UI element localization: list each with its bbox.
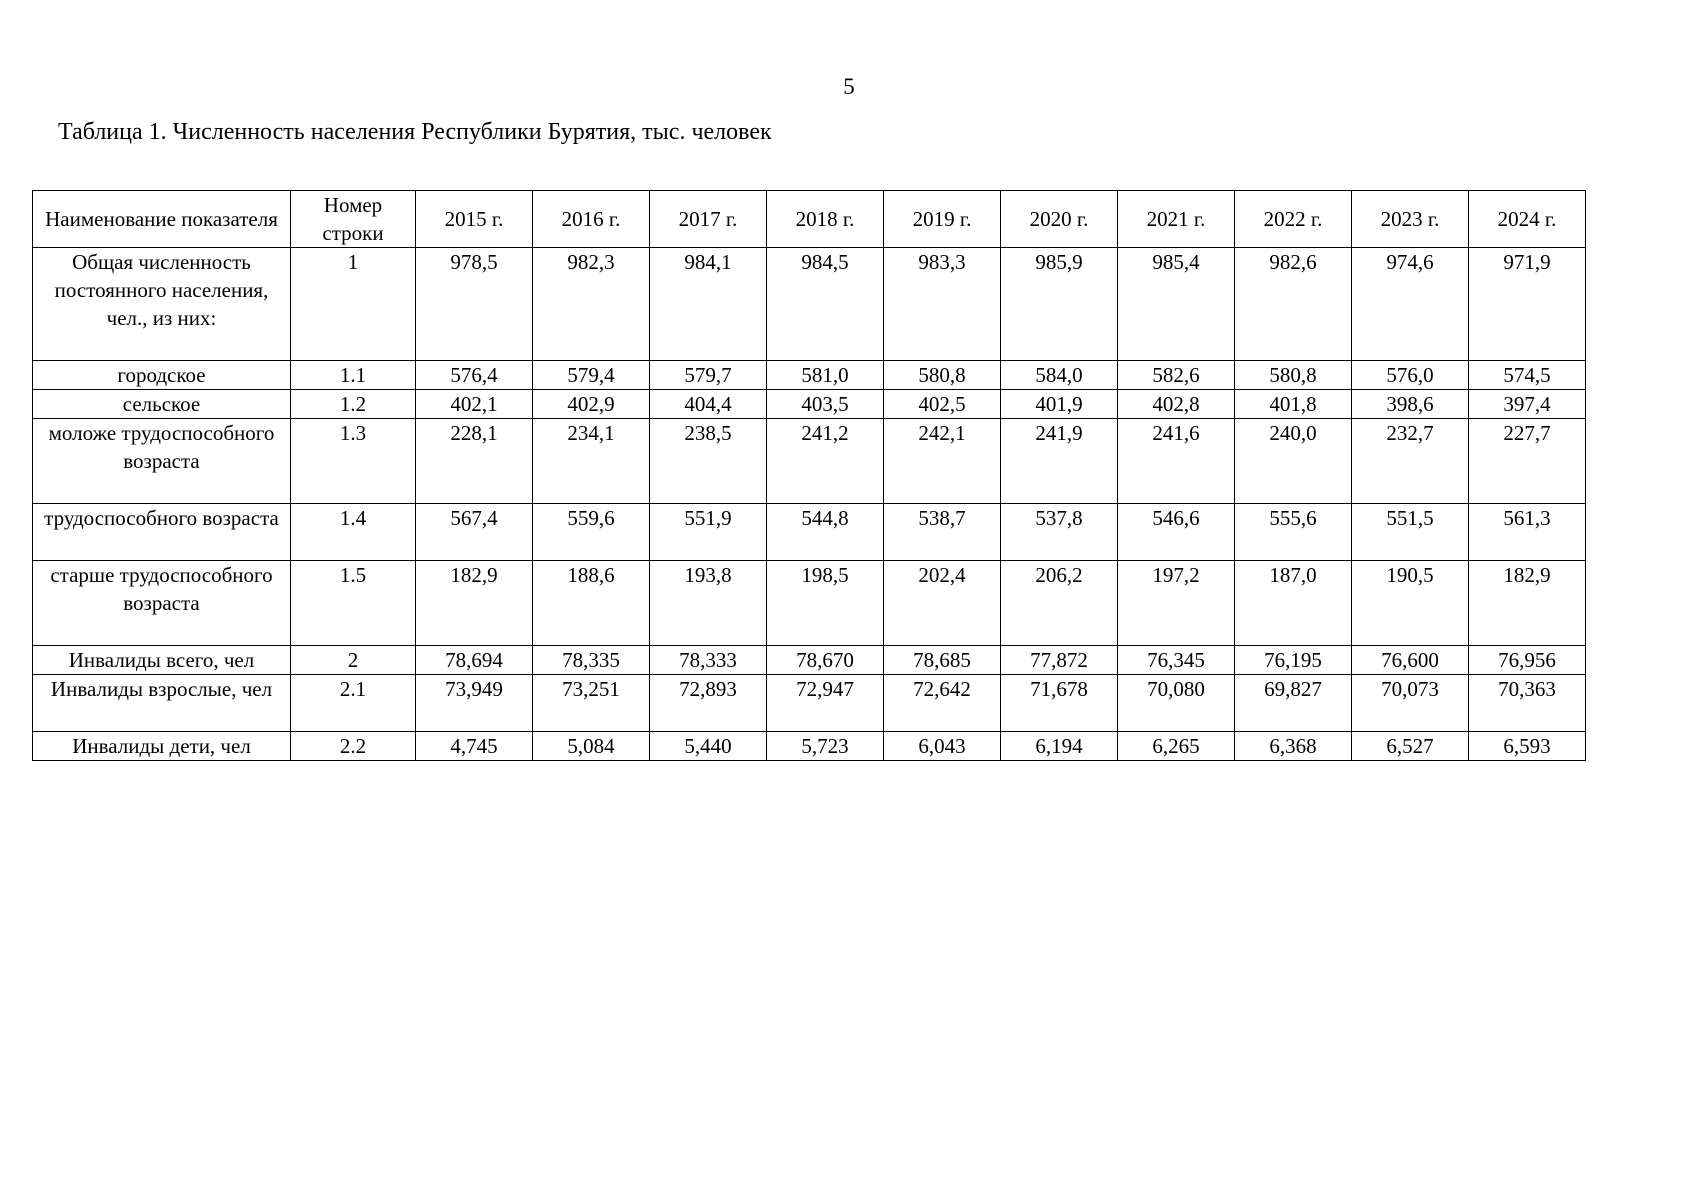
value-cell: 580,8 — [1235, 361, 1352, 390]
value-cell: 582,6 — [1118, 361, 1235, 390]
value-cell: 228,1 — [416, 419, 533, 504]
value-cell: 982,3 — [533, 248, 650, 361]
value-cell: 402,5 — [884, 390, 1001, 419]
value-cell: 984,5 — [767, 248, 884, 361]
value-cell: 234,1 — [533, 419, 650, 504]
value-cell: 76,600 — [1352, 646, 1469, 675]
value-cell: 188,6 — [533, 561, 650, 646]
value-cell: 538,7 — [884, 504, 1001, 561]
header-year: 2016 г. — [533, 191, 650, 248]
header-row-number: Номер строки — [291, 191, 416, 248]
value-cell: 78,685 — [884, 646, 1001, 675]
value-cell: 537,8 — [1001, 504, 1118, 561]
value-cell: 197,2 — [1118, 561, 1235, 646]
value-cell: 6,265 — [1118, 732, 1235, 761]
row-name: сельское — [33, 390, 291, 419]
value-cell: 78,333 — [650, 646, 767, 675]
header-year: 2024 г. — [1469, 191, 1586, 248]
value-cell: 206,2 — [1001, 561, 1118, 646]
row-number: 2.2 — [291, 732, 416, 761]
value-cell: 71,678 — [1001, 675, 1118, 732]
value-cell: 551,9 — [650, 504, 767, 561]
value-cell: 72,642 — [884, 675, 1001, 732]
value-cell: 4,745 — [416, 732, 533, 761]
value-cell: 984,1 — [650, 248, 767, 361]
value-cell: 402,1 — [416, 390, 533, 419]
value-cell: 559,6 — [533, 504, 650, 561]
header-row — [33, 191, 1586, 248]
value-cell: 971,9 — [1469, 248, 1586, 361]
value-cell: 576,4 — [416, 361, 533, 390]
value-cell: 5,440 — [650, 732, 767, 761]
value-cell: 6,527 — [1352, 732, 1469, 761]
value-cell: 241,6 — [1118, 419, 1235, 504]
value-cell: 6,194 — [1001, 732, 1118, 761]
value-cell: 77,872 — [1001, 646, 1118, 675]
value-cell: 227,7 — [1469, 419, 1586, 504]
value-cell: 78,694 — [416, 646, 533, 675]
header-year: 2017 г. — [650, 191, 767, 248]
value-cell: 402,9 — [533, 390, 650, 419]
row-number: 1.1 — [291, 361, 416, 390]
row-name: Инвалиды дети, чел — [33, 732, 291, 761]
value-cell: 404,4 — [650, 390, 767, 419]
value-cell: 198,5 — [767, 561, 884, 646]
value-cell: 72,893 — [650, 675, 767, 732]
value-cell: 6,593 — [1469, 732, 1586, 761]
value-cell: 579,4 — [533, 361, 650, 390]
value-cell: 584,0 — [1001, 361, 1118, 390]
table-row — [33, 390, 1586, 419]
row-number: 1.5 — [291, 561, 416, 646]
value-cell: 403,5 — [767, 390, 884, 419]
header-year: 2018 г. — [767, 191, 884, 248]
row-name: городское — [33, 361, 291, 390]
header-year: 2015 г. — [416, 191, 533, 248]
table-caption: Таблица 1. Численность населения Республики Бурятия, тыс. человек — [58, 119, 772, 145]
value-cell: 72,947 — [767, 675, 884, 732]
value-cell: 401,9 — [1001, 390, 1118, 419]
row-number: 1.2 — [291, 390, 416, 419]
value-cell: 182,9 — [416, 561, 533, 646]
value-cell: 561,3 — [1469, 504, 1586, 561]
value-cell: 402,8 — [1118, 390, 1235, 419]
value-cell: 202,4 — [884, 561, 1001, 646]
table-row — [33, 248, 1586, 361]
value-cell: 5,084 — [533, 732, 650, 761]
value-cell: 580,8 — [884, 361, 1001, 390]
table-row — [33, 675, 1586, 732]
population-table — [32, 190, 1586, 761]
row-name: Общая численность постоянного населения, чел., из них: — [33, 248, 291, 361]
value-cell: 546,6 — [1118, 504, 1235, 561]
value-cell: 985,4 — [1118, 248, 1235, 361]
value-cell: 398,6 — [1352, 390, 1469, 419]
value-cell: 70,363 — [1469, 675, 1586, 732]
row-number: 2.1 — [291, 675, 416, 732]
value-cell: 242,1 — [884, 419, 1001, 504]
value-cell: 574,5 — [1469, 361, 1586, 390]
value-cell: 978,5 — [416, 248, 533, 361]
value-cell: 232,7 — [1352, 419, 1469, 504]
header-year: 2021 г. — [1118, 191, 1235, 248]
value-cell: 76,956 — [1469, 646, 1586, 675]
row-name: Инвалиды всего, чел — [33, 646, 291, 675]
row-name: старше трудоспособного возраста — [33, 561, 291, 646]
value-cell: 78,670 — [767, 646, 884, 675]
row-name: Инвалиды взрослые, чел — [33, 675, 291, 732]
value-cell: 567,4 — [416, 504, 533, 561]
value-cell: 241,2 — [767, 419, 884, 504]
header-year: 2020 г. — [1001, 191, 1118, 248]
value-cell: 182,9 — [1469, 561, 1586, 646]
row-number: 1 — [291, 248, 416, 361]
value-cell: 240,0 — [1235, 419, 1352, 504]
table-row — [33, 504, 1586, 561]
value-cell: 193,8 — [650, 561, 767, 646]
header-year: 2022 г. — [1235, 191, 1352, 248]
value-cell: 982,6 — [1235, 248, 1352, 361]
table-row — [33, 646, 1586, 675]
value-cell: 190,5 — [1352, 561, 1469, 646]
header-year: 2023 г. — [1352, 191, 1469, 248]
table-row — [33, 361, 1586, 390]
value-cell: 576,0 — [1352, 361, 1469, 390]
row-name: моложе трудоспособного возраста — [33, 419, 291, 504]
table-row — [33, 732, 1586, 761]
row-name: трудоспособного возраста — [33, 504, 291, 561]
row-number: 1.3 — [291, 419, 416, 504]
value-cell: 73,251 — [533, 675, 650, 732]
value-cell: 5,723 — [767, 732, 884, 761]
value-cell: 241,9 — [1001, 419, 1118, 504]
value-cell: 6,043 — [884, 732, 1001, 761]
value-cell: 985,9 — [1001, 248, 1118, 361]
value-cell: 974,6 — [1352, 248, 1469, 361]
value-cell: 69,827 — [1235, 675, 1352, 732]
page-number: 5 — [843, 74, 855, 99]
value-cell: 397,4 — [1469, 390, 1586, 419]
value-cell: 401,8 — [1235, 390, 1352, 419]
value-cell: 579,7 — [650, 361, 767, 390]
value-cell: 187,0 — [1235, 561, 1352, 646]
value-cell: 78,335 — [533, 646, 650, 675]
value-cell: 581,0 — [767, 361, 884, 390]
table-row — [33, 419, 1586, 504]
value-cell: 70,080 — [1118, 675, 1235, 732]
row-number: 1.4 — [291, 504, 416, 561]
value-cell: 73,949 — [416, 675, 533, 732]
header-year: 2019 г. — [884, 191, 1001, 248]
value-cell: 76,195 — [1235, 646, 1352, 675]
value-cell: 76,345 — [1118, 646, 1235, 675]
value-cell: 544,8 — [767, 504, 884, 561]
value-cell: 6,368 — [1235, 732, 1352, 761]
value-cell: 555,6 — [1235, 504, 1352, 561]
value-cell: 70,073 — [1352, 675, 1469, 732]
header-name: Наименование показателя — [33, 191, 291, 248]
value-cell: 551,5 — [1352, 504, 1469, 561]
value-cell: 983,3 — [884, 248, 1001, 361]
value-cell: 238,5 — [650, 419, 767, 504]
row-number: 2 — [291, 646, 416, 675]
table-row — [33, 561, 1586, 646]
